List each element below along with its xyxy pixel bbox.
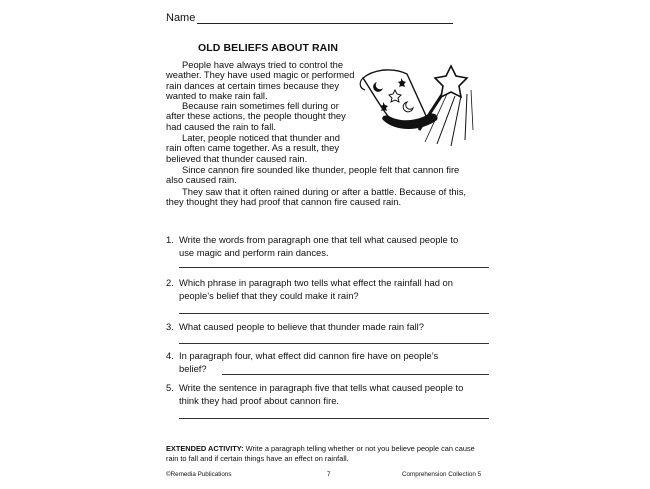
footer-publisher: ©Remedia Publications	[166, 471, 232, 478]
paragraph-3: Later, people noticed that thunder and rain often came together. As a result, they believed that thunder caused rain.	[166, 132, 340, 164]
question-number: 3.	[166, 321, 174, 332]
question-number: 2.	[166, 277, 174, 288]
question-2	[166, 276, 466, 302]
question-text: In paragraph four, what effect did cannon fire have on people’s belief?	[179, 350, 439, 374]
extended-activity	[166, 444, 486, 463]
question-text: Which phrase in paragraph two tells what effect the rainfall had on people’s belief that they could make it rain?	[179, 277, 453, 301]
wizard-hat-and-magic-wand-icon	[355, 60, 475, 150]
question-text: Write the sentence in paragraph five that tells what caused people to think they had proof about cannon fire.	[179, 382, 464, 406]
answer-line-4[interactable]	[222, 374, 489, 375]
footer-page-number: 7	[327, 471, 331, 478]
paragraph-4: Since cannon fire sounded like thunder, people felt that cannon fire also caused rain.	[166, 164, 460, 186]
answer-line-5[interactable]	[179, 418, 489, 419]
paragraph-1: People have always tried to control the weather. They have used magic or performed rain dances at certain times because they wanted to make rain fall.	[166, 59, 355, 102]
wizard-hat-illustration	[355, 60, 475, 150]
name-field-row	[166, 12, 453, 24]
extended-activity-text: Write a paragraph telling whether or not you believe people can cause rain to fall and if certain things have an effect on rainfall.	[166, 444, 475, 463]
answer-line-3[interactable]	[179, 343, 489, 344]
answer-line-1[interactable]	[179, 267, 489, 268]
paragraph-5: They saw that it often rained during or after a battle. Because of this, they thought they had proof that cannon fire caused rain.	[166, 186, 467, 208]
question-number: 4.	[166, 350, 174, 361]
question-number: 1.	[166, 234, 174, 245]
answer-line-2[interactable]	[179, 313, 489, 314]
question-text: What caused people to believe that thunder made rain fall?	[179, 321, 424, 332]
question-1	[166, 233, 466, 259]
paragraph-2: Because rain sometimes fell during or after these actions, the people thought they had caused the rain to fall.	[166, 100, 346, 132]
name-label: Name	[166, 12, 196, 24]
question-5	[166, 381, 466, 407]
question-text: Write the words from paragraph one that tell what caused people to use magic and perform rain dances.	[179, 234, 459, 258]
question-number: 5.	[166, 382, 174, 393]
question-3	[166, 320, 466, 333]
page-title: OLD BELIEFS ABOUT RAIN	[198, 42, 339, 54]
footer-collection: Comprehension Collection 5	[402, 471, 482, 478]
name-field[interactable]	[197, 12, 453, 24]
extended-activity-label: EXTENDED ACTIVITY:	[166, 444, 244, 453]
question-4	[166, 349, 466, 375]
